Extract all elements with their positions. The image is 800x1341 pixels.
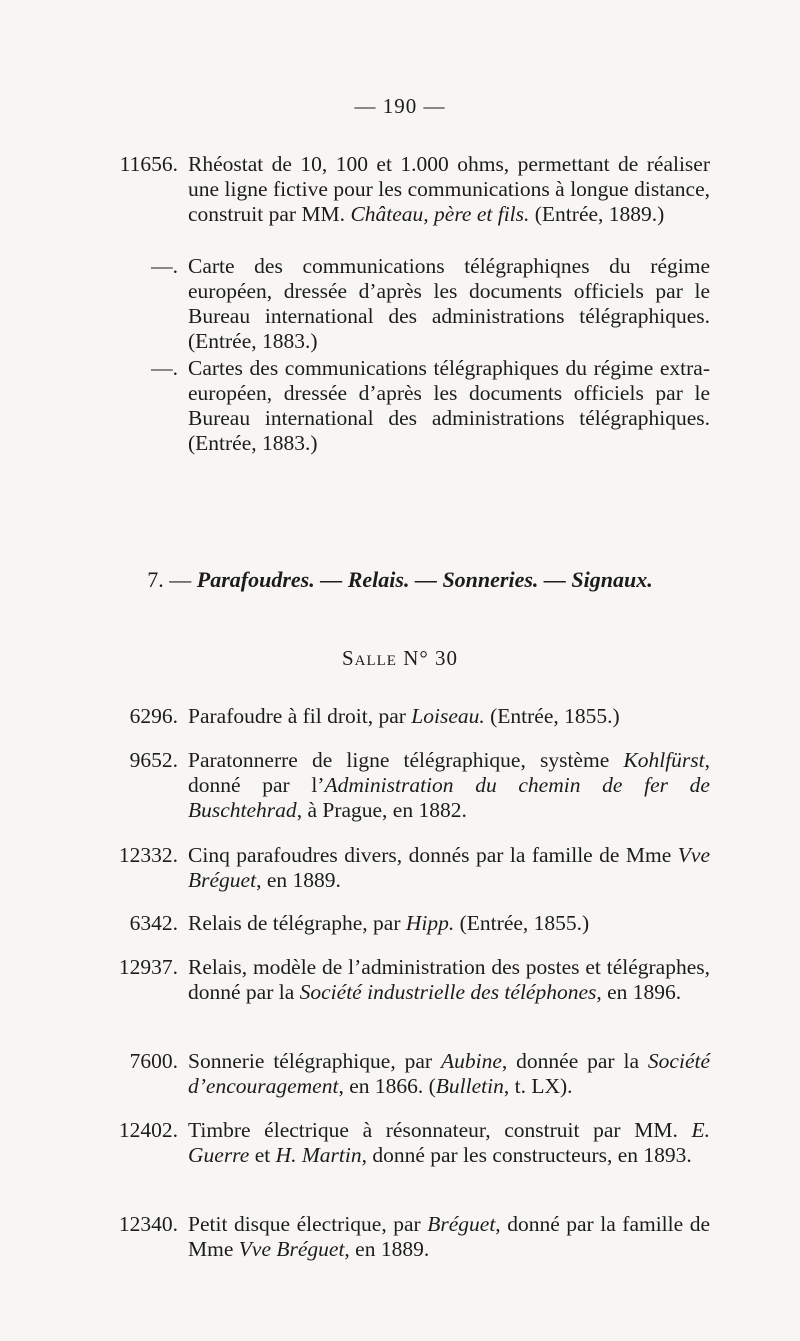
entry-description	[188, 1118, 710, 1168]
italic-name: Vve Bréguet	[238, 1237, 345, 1261]
catalog-entry	[110, 911, 710, 936]
italic-name: E. Guerre	[188, 1118, 710, 1167]
description-text: , donné par les constructeurs, en 1893.	[361, 1143, 692, 1167]
description-text: Cinq parafoudres divers, donnés par la famille de Mme	[188, 843, 678, 867]
description-text: Petit disque électrique, par	[188, 1212, 428, 1236]
entry-number: 7600.	[129, 1049, 178, 1073]
italic-name: Loiseau.	[411, 704, 485, 728]
catalog-entry	[110, 152, 710, 227]
description-text: Rhéostat de 10, 100 et 1.000 ohms, permettant de réaliser une ligne fictive pour les communications à longue distance, construit par MM.	[188, 152, 710, 226]
entry-description	[188, 254, 710, 354]
description-text: Timbre électrique à résonnateur, construit par MM.	[188, 1118, 692, 1142]
entry-number: 12402.	[118, 1118, 178, 1142]
description-text: Parafoudre à fil droit, par	[188, 704, 412, 728]
italic-name: Société industrielle des téléphones	[299, 980, 597, 1004]
description-text: , en 1896.	[596, 980, 682, 1004]
description-text: , t. LX).	[503, 1074, 573, 1098]
description-text: Relais, modèle de l’administration des postes et télégraphes, donné par la	[188, 955, 710, 1004]
entry-description	[188, 955, 710, 1005]
description-text: (Entrée, 1855.)	[454, 911, 590, 935]
catalog-entry	[110, 356, 710, 456]
italic-name: Vve Bréguet	[188, 843, 710, 892]
catalog-entry	[110, 704, 710, 729]
description-text: Sonnerie télégraphique, par	[188, 1049, 441, 1073]
description-text: , donné par l’	[188, 748, 710, 797]
italic-name: Société d’encouragement	[188, 1049, 710, 1098]
entry-description	[188, 911, 710, 936]
entry-description	[188, 704, 710, 729]
catalog-entry	[110, 843, 710, 893]
description-text: , en 1889.	[344, 1237, 430, 1261]
entry-description	[188, 152, 710, 227]
entry-number: 12937.	[118, 955, 178, 979]
description-text: , en 1889.	[256, 868, 341, 892]
entry-number: 11656.	[119, 152, 178, 176]
italic-name: Administration du chemin de fer de Buschtehrad	[188, 773, 710, 822]
description-text: , donnée par la	[501, 1049, 648, 1073]
entry-description	[188, 1212, 710, 1262]
entry-description	[188, 748, 710, 823]
description-text: , donné par la famille de Mme	[188, 1212, 710, 1261]
description-text: Carte des communications télégraphiqnes du régime européen, dressée d’après les documents officiels par le Bureau international des administrations télégraphiques. (Entrée, 1883.)	[188, 254, 710, 353]
description-text: Relais de télégraphe, par	[188, 911, 406, 935]
description-text: Cartes des communications télégraphiques du régime extra-européen, dressée d’après les documents officiels par le Bureau international des administrations télégraphiques. (Entrée, 1883.)	[188, 356, 710, 455]
entry-number: —.	[151, 356, 178, 380]
italic-name: Bréguet	[427, 1212, 496, 1236]
italic-name: Aubine	[440, 1049, 502, 1073]
italic-name: H. Martin	[275, 1143, 362, 1167]
description-text: et	[249, 1143, 276, 1167]
description-text: (Entrée, 1889.)	[529, 202, 665, 226]
room-heading: Salle N° 30	[341, 646, 459, 670]
entry-number: 9652.	[129, 748, 178, 772]
section-heading	[0, 567, 800, 593]
catalog-entry	[110, 1212, 710, 1262]
entry-description	[188, 356, 710, 456]
catalog-entry	[110, 748, 710, 823]
description-text: , en 1866. (	[338, 1074, 436, 1098]
catalog-entry	[110, 955, 710, 1005]
section-number: 7. —	[147, 567, 192, 592]
italic-name: Hipp.	[405, 911, 455, 935]
description-text: (Entrée, 1855.)	[484, 704, 620, 728]
entry-number: 12332.	[118, 843, 178, 867]
italic-name: Château, père et fils.	[350, 202, 530, 226]
section-title: Parafoudres. — Relais. — Sonneries. — Signaux.	[196, 567, 653, 592]
entry-number: 6296.	[129, 704, 178, 728]
entry-description	[188, 843, 710, 893]
catalog-entry	[110, 1049, 710, 1099]
page-number: — 190 —	[354, 94, 446, 118]
italic-name: Bulletin	[435, 1074, 504, 1098]
entry-number: 12340.	[118, 1212, 178, 1236]
description-text: , à Prague, en 1882.	[296, 798, 467, 822]
entry-description	[188, 1049, 710, 1099]
catalog-entry	[110, 254, 710, 354]
description-text: Paratonnerre de ligne télégraphique, système	[188, 748, 624, 772]
entry-number: 6342.	[129, 911, 178, 935]
entry-number: —.	[151, 254, 178, 278]
italic-name: Kohlfürst	[623, 748, 705, 772]
catalog-entry	[110, 1118, 710, 1168]
